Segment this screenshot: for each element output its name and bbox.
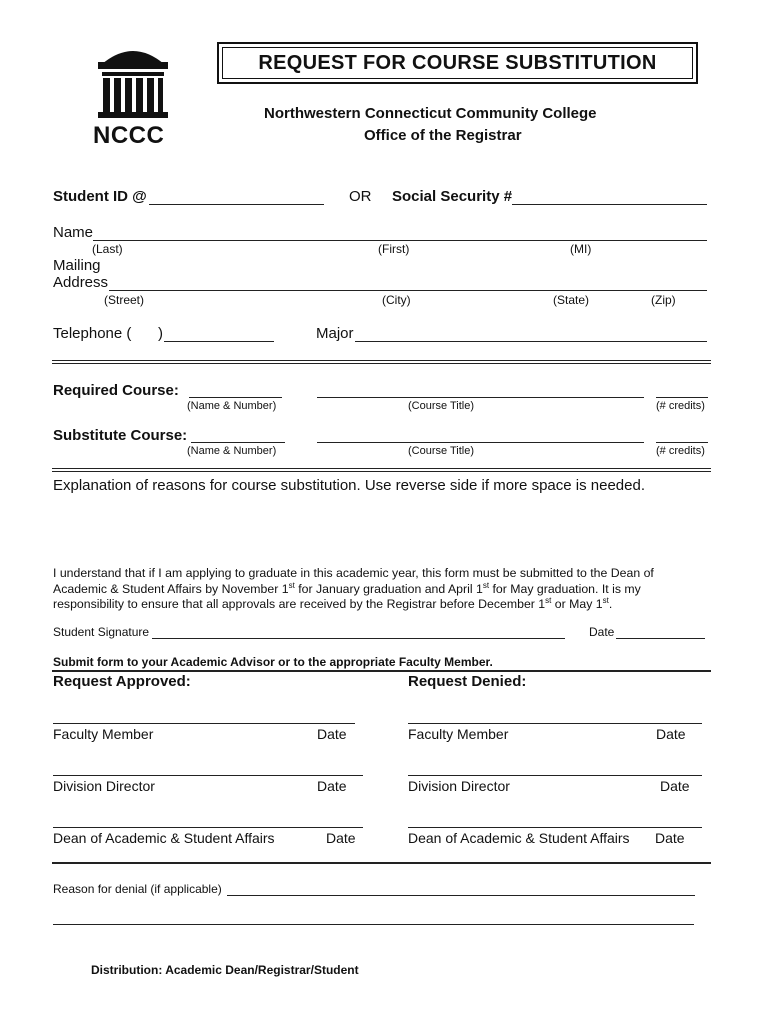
or-label: OR: [349, 188, 372, 205]
form-title: REQUEST FOR COURSE SUBSTITUTION: [222, 47, 693, 79]
submit-note: Submit form to your Academic Advisor or to the appropriate Faculty Member.: [53, 655, 493, 669]
college-name: Northwestern Connecticut Community College: [264, 105, 597, 122]
denial-reason-label: Reason for denial (if applicable): [53, 882, 222, 896]
required-name-sublabel: (Name & Number): [187, 400, 277, 412]
major-label: Major: [316, 325, 354, 342]
denied-division-label: Division Director: [408, 778, 510, 794]
substitute-course-label: Substitute Course:: [53, 427, 188, 444]
logo-text: NCCC: [93, 122, 165, 149]
required-course-title-field[interactable]: [317, 397, 644, 398]
denial-reason-field-1[interactable]: [227, 895, 695, 896]
name-field[interactable]: [93, 240, 707, 241]
explanation-label: Explanation of reasons for course substitution. Use reverse side if more space is needed.: [53, 477, 645, 494]
office-name: Office of the Registrar: [364, 127, 522, 144]
ssn-label: Social Security #: [392, 188, 513, 205]
address-field[interactable]: [109, 290, 707, 291]
approved-faculty-date-label: Date: [317, 726, 347, 742]
request-approved-label: Request Approved:: [53, 673, 191, 690]
substitute-course-name-field[interactable]: [191, 442, 285, 443]
substitute-credits-sublabel: (# credits): [656, 445, 705, 457]
address-label: Address: [53, 274, 109, 291]
name-mi-label: (MI): [570, 242, 592, 256]
denied-dean-date-label: Date: [655, 830, 685, 846]
agreement-line-1: I understand that if I am applying to graduate in this academic year, this form must be submitted to the Dean of: [53, 566, 654, 580]
approved-dean-signature-field[interactable]: [53, 827, 363, 828]
telephone-close-paren: ): [158, 325, 163, 342]
substitute-course-credits-field[interactable]: [656, 442, 708, 443]
section-divider: [52, 468, 711, 472]
substitute-title-sublabel: (Course Title): [408, 445, 475, 457]
mailing-label: Mailing: [53, 257, 101, 274]
approved-division-label: Division Director: [53, 778, 155, 794]
building-columns-icon: [88, 42, 178, 122]
signature-date-label: Date: [589, 625, 615, 639]
address-state-label: (State): [553, 293, 590, 307]
student-signature-field[interactable]: [152, 638, 565, 639]
college-logo: [88, 42, 178, 150]
telephone-label: Telephone (: [53, 325, 132, 342]
required-course-name-field[interactable]: [189, 397, 282, 398]
student-signature-label: Student Signature: [53, 625, 150, 639]
denied-division-date-label: Date: [660, 778, 690, 794]
name-first-label: (First): [378, 242, 410, 256]
approved-division-signature-field[interactable]: [53, 775, 363, 776]
telephone-field[interactable]: [164, 341, 274, 342]
denial-divider: [52, 862, 711, 864]
section-divider: [52, 360, 711, 364]
approved-faculty-signature-field[interactable]: [53, 723, 355, 724]
distribution-note: Distribution: Academic Dean/Registrar/Student: [91, 963, 359, 977]
approved-dean-label: Dean of Academic & Student Affairs: [53, 830, 275, 846]
required-credits-sublabel: (# credits): [656, 400, 705, 412]
denied-faculty-label: Faculty Member: [408, 726, 509, 742]
agreement-line-2: Academic & Student Affairs by November 1st for January graduation and April 1st for May graduation. It is my: [53, 580, 641, 596]
agreement-paragraph: [53, 566, 693, 613]
student-id-label: Student ID @: [53, 188, 147, 205]
denied-dean-label: Dean of Academic & Student Affairs: [408, 830, 630, 846]
signature-date-field[interactable]: [616, 638, 705, 639]
denied-faculty-signature-field[interactable]: [408, 723, 702, 724]
ssn-field[interactable]: [512, 204, 707, 205]
substitute-name-sublabel: (Name & Number): [187, 445, 277, 457]
required-title-sublabel: (Course Title): [408, 400, 475, 412]
denied-dean-signature-field[interactable]: [408, 827, 702, 828]
explanation-field[interactable]: [53, 498, 708, 558]
address-zip-label: (Zip): [651, 293, 676, 307]
name-label: Name: [53, 224, 94, 241]
approved-division-date-label: Date: [317, 778, 347, 794]
address-city-label: (City): [382, 293, 411, 307]
denial-reason-field-2[interactable]: [53, 924, 694, 925]
request-denied-label: Request Denied:: [408, 673, 527, 690]
approved-dean-date-label: Date: [326, 830, 356, 846]
student-id-field[interactable]: [149, 204, 324, 205]
agreement-line-3: responsibility to ensure that all approvals are received by the Registrar before December 1st or May 1st.: [53, 595, 613, 611]
form-title-box: [217, 42, 698, 84]
required-course-label: Required Course:: [53, 382, 179, 399]
name-last-label: (Last): [92, 242, 123, 256]
major-field[interactable]: [355, 341, 707, 342]
denied-faculty-date-label: Date: [656, 726, 686, 742]
approved-faculty-label: Faculty Member: [53, 726, 154, 742]
required-course-credits-field[interactable]: [656, 397, 708, 398]
denied-division-signature-field[interactable]: [408, 775, 702, 776]
address-street-label: (Street): [104, 293, 145, 307]
approval-divider: [52, 670, 711, 672]
substitute-course-title-field[interactable]: [317, 442, 644, 443]
